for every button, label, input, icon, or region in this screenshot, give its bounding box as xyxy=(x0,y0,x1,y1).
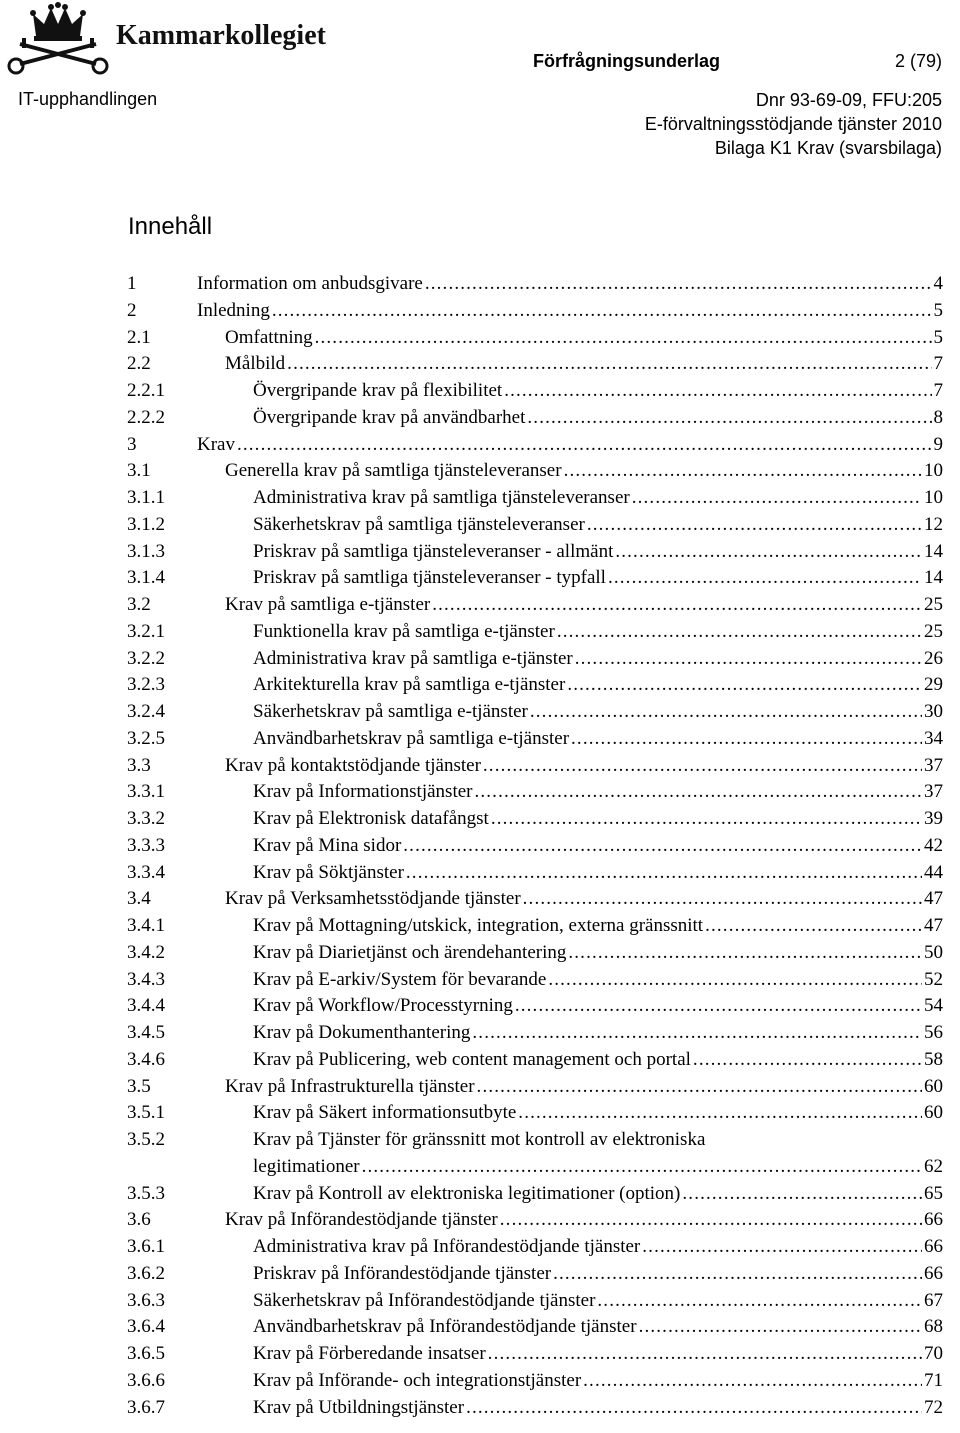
toc-entry-title: Krav på Dokumenthantering xyxy=(253,1022,471,1043)
toc-entry-page: 52 xyxy=(924,968,943,990)
toc-entry-page: 25 xyxy=(924,620,943,642)
toc-entry-title: Krav på Säkert informationsutbyte xyxy=(253,1102,517,1124)
toc-dot-leader xyxy=(568,940,922,967)
toc-entry-title: Omfattning xyxy=(225,326,313,348)
toc-entry-number: 3.3.2 xyxy=(127,808,165,829)
toc-entry[interactable] xyxy=(127,378,943,405)
toc-entry-page: 14 xyxy=(924,567,943,589)
toc-entry-title: Priskrav på samtliga tjänsteleveranser - allmänt xyxy=(253,540,614,562)
attachment-name: Bilaga K1 Krav (svarsbilaga) xyxy=(714,138,942,158)
toc-entry-number: 3.3.1 xyxy=(127,781,165,803)
toc-entry[interactable] xyxy=(127,1288,943,1315)
toc-entry-page: 30 xyxy=(924,701,943,722)
toc-entry-number: 2.1 xyxy=(127,326,151,348)
toc-entry-title: Administrativa krav på Införandestödjande tjänster xyxy=(253,1236,641,1257)
toc-entry-title: Priskrav på Införandestödjande tjänster xyxy=(253,1262,552,1284)
toc-dot-leader xyxy=(639,1314,922,1341)
toc-entry[interactable] xyxy=(127,1368,943,1395)
toc-entry-page: 29 xyxy=(924,674,943,696)
toc-entry-title: Krav på Verksamhetsstödjande tjänster xyxy=(225,888,521,910)
toc-entry-number: 2 xyxy=(127,299,137,321)
toc-entry-number: 3.3.3 xyxy=(127,834,165,856)
toc-entry-number: 3.6.2 xyxy=(127,1262,165,1284)
toc-entry-number: 3.6.1 xyxy=(127,1236,165,1257)
toc-dot-leader xyxy=(518,1100,922,1127)
toc-entry-title: Krav på Utbildningstjänster xyxy=(253,1396,465,1418)
toc-entry-title: Övergripande krav på användbarhet xyxy=(253,406,526,428)
toc-entry-title: Krav på Söktjänster xyxy=(253,861,404,883)
toc-dot-leader xyxy=(548,967,922,994)
toc-entry-page: 47 xyxy=(924,915,943,936)
toc-entry-number: 3.4.3 xyxy=(127,968,165,990)
toc-entry-page: 50 xyxy=(924,941,943,963)
toc-entry-page: 5 xyxy=(933,299,943,321)
toc-entry-page: 10 xyxy=(924,487,943,508)
toc-entry-page: 47 xyxy=(924,888,943,910)
toc-entry-title: Målbild xyxy=(225,353,286,375)
toc-dot-leader xyxy=(682,1181,922,1208)
toc-entry-title-continued: legitimationer xyxy=(253,1155,360,1177)
toc-entry[interactable] xyxy=(127,940,943,967)
toc-entry[interactable] xyxy=(127,351,943,378)
toc-entry[interactable] xyxy=(127,753,943,780)
toc-entry-page: 58 xyxy=(924,1048,943,1070)
toc-entry[interactable] xyxy=(127,325,943,352)
document-title: Förfrågningsunderlag xyxy=(533,51,721,71)
toc-entry[interactable] xyxy=(127,1020,943,1047)
org-name: Kammarkollegiet xyxy=(116,20,326,51)
toc-dot-leader xyxy=(425,271,932,298)
toc-entry[interactable] xyxy=(127,1314,943,1341)
toc-dot-leader xyxy=(705,913,922,940)
toc-entry-page: 56 xyxy=(924,1022,943,1043)
toc-entry-page: 66 xyxy=(924,1236,943,1257)
toc-entry-number: 3.2.1 xyxy=(127,620,165,642)
toc-dot-leader xyxy=(553,1261,922,1288)
toc-entry[interactable] xyxy=(127,1100,943,1127)
toc-dot-leader xyxy=(564,458,922,485)
toc-entry-title: Priskrav på samtliga tjänsteleveranser - typfall xyxy=(253,567,606,589)
toc-dot-leader xyxy=(557,619,922,646)
toc-entry-title: Krav på kontaktstödjande tjänster xyxy=(225,754,481,776)
toc-entry-title: Användbarhetskrav på Införandestödjande tjänster xyxy=(253,1316,637,1338)
toc-entry-page: 14 xyxy=(924,540,943,562)
toc-entry-title: Krav på E-arkiv/System för bevarande xyxy=(253,968,547,990)
toc-entry-page: 60 xyxy=(924,1102,943,1124)
toc-entry[interactable] xyxy=(127,1181,943,1208)
toc-entry[interactable] xyxy=(127,619,943,646)
kammarkollegiet-logo xyxy=(6,2,326,78)
toc-dot-leader xyxy=(597,1288,922,1315)
toc-entry-page: 37 xyxy=(924,754,943,776)
toc-dot-leader xyxy=(362,1154,922,1181)
toc-entry-number: 3.6.7 xyxy=(127,1396,165,1418)
toc-entry-page: 8 xyxy=(933,406,943,428)
toc-entry-number: 3.6.4 xyxy=(127,1316,165,1338)
toc-dot-leader xyxy=(567,672,922,699)
toc-entry-page: 54 xyxy=(924,995,943,1017)
toc-dot-leader xyxy=(583,1368,922,1395)
toc-entry-title: Säkerhetskrav på Införandestödjande tjänster xyxy=(253,1289,596,1311)
toc-entry-title: Krav på Informationstjänster xyxy=(253,781,473,803)
toc-entry-number: 3.2.3 xyxy=(127,674,165,696)
toc-entry-title: Krav på Införandestödjande tjänster xyxy=(225,1209,498,1231)
toc-entry-number: 3.6 xyxy=(127,1209,151,1231)
toc-dot-leader xyxy=(466,1395,922,1422)
toc-entry[interactable] xyxy=(127,1234,943,1261)
toc-entry-title: Säkerhetskrav på samtliga tjänsteleveranser xyxy=(253,513,585,535)
toc-entry-page: 70 xyxy=(924,1343,943,1364)
toc-dot-leader xyxy=(615,539,922,566)
toc-entry-title: Övergripande krav på flexibilitet xyxy=(253,380,503,401)
toc-entry-number: 3 xyxy=(127,433,137,455)
toc-dot-leader xyxy=(488,1341,922,1368)
toc-entry-number: 2.2.1 xyxy=(127,380,165,401)
toc-entry[interactable] xyxy=(127,833,943,860)
toc-entry-number: 3.5.3 xyxy=(127,1182,165,1204)
table-of-contents xyxy=(127,271,943,1421)
toc-entry-page: 66 xyxy=(924,1262,943,1284)
toc-entry-number: 3.4 xyxy=(127,888,151,910)
toc-entry-page: 7 xyxy=(933,380,943,401)
toc-entry-page: 60 xyxy=(924,1075,943,1097)
toc-dot-leader xyxy=(477,1074,922,1101)
toc-entry[interactable] xyxy=(127,1127,943,1181)
toc-dot-leader xyxy=(642,1234,922,1261)
toc-entry-page: 71 xyxy=(924,1369,943,1391)
toc-dot-leader xyxy=(632,485,922,512)
toc-entry[interactable] xyxy=(127,405,943,432)
toc-dot-leader xyxy=(432,592,922,619)
toc-entry-page: 4 xyxy=(933,273,943,294)
toc-entry[interactable] xyxy=(127,646,943,673)
toc-dot-leader xyxy=(287,351,931,378)
toc-entry-number: 3.6.6 xyxy=(127,1369,165,1391)
toc-dot-leader xyxy=(693,1047,922,1074)
toc-dot-leader xyxy=(523,886,922,913)
toc-entry-page: 7 xyxy=(933,353,943,375)
toc-dot-leader xyxy=(575,646,922,673)
toc-entry-page: 42 xyxy=(924,834,943,856)
toc-dot-leader xyxy=(515,993,922,1020)
toc-entry[interactable] xyxy=(127,298,943,325)
toc-entry-page: 5 xyxy=(933,326,943,348)
toc-entry[interactable] xyxy=(127,1395,943,1422)
toc-entry-number: 3.4.4 xyxy=(127,995,165,1017)
toc-entry-title: Krav på Införande- och integrationstjänster xyxy=(253,1369,582,1391)
toc-entry-number: 3.1.4 xyxy=(127,567,165,589)
toc-entry-page: 65 xyxy=(924,1182,943,1204)
toc-entry-number: 3.3.4 xyxy=(127,861,165,883)
toc-entry[interactable] xyxy=(127,967,943,994)
toc-entry-title: Krav på Mina sidor xyxy=(253,834,402,856)
toc-entry-title: Krav på Förberedande insatser xyxy=(253,1343,486,1364)
toc-dot-leader xyxy=(483,753,922,780)
toc-entry-number: 2.2.2 xyxy=(127,406,165,428)
toc-entry-number: 3.1 xyxy=(127,460,151,482)
contents-heading: Innehåll xyxy=(128,213,213,240)
toc-entry-title: Generella krav på samtliga tjänsteleveranser xyxy=(225,460,562,482)
toc-entry[interactable] xyxy=(127,1341,943,1368)
toc-entry[interactable] xyxy=(127,1047,943,1074)
toc-entry[interactable] xyxy=(127,726,943,753)
toc-entry-number: 3.6.3 xyxy=(127,1289,165,1311)
toc-entry-number: 3.4.6 xyxy=(127,1048,165,1070)
toc-entry-title: Krav på Kontroll av elektroniska legitimationer (option) xyxy=(253,1182,681,1204)
crown-keys-emblem-icon xyxy=(6,2,110,78)
toc-entry[interactable] xyxy=(127,512,943,539)
toc-entry[interactable] xyxy=(127,539,943,566)
toc-entry-page: 25 xyxy=(924,594,943,615)
toc-entry[interactable] xyxy=(127,806,943,833)
toc-entry-number: 3.5 xyxy=(127,1075,151,1097)
toc-entry-title: Krav på Publicering, web content management och portal xyxy=(253,1048,691,1070)
toc-dot-leader xyxy=(403,833,922,860)
toc-entry[interactable] xyxy=(127,860,943,887)
toc-entry-page: 37 xyxy=(924,781,943,803)
toc-entry-number: 3.2.5 xyxy=(127,727,165,749)
page-indicator: 2 (79) xyxy=(894,51,942,71)
toc-entry-title: Krav på Diarietjänst och ärendehantering xyxy=(253,941,567,963)
toc-entry-page: 66 xyxy=(924,1209,943,1231)
toc-entry-page: 72 xyxy=(924,1396,943,1418)
toc-entry-number: 1 xyxy=(127,273,137,294)
toc-entry-title: Arkitekturella krav på samtliga e-tjänster xyxy=(253,674,566,696)
toc-entry-page: 44 xyxy=(924,861,943,883)
toc-entry[interactable] xyxy=(127,432,943,459)
toc-dot-leader xyxy=(500,1207,922,1234)
toc-entry[interactable] xyxy=(127,699,943,726)
toc-entry-number: 3.6.5 xyxy=(127,1343,165,1364)
toc-entry[interactable] xyxy=(127,779,943,806)
toc-entry-page: 39 xyxy=(924,808,943,829)
toc-dot-leader xyxy=(272,298,932,325)
toc-entry-title: Säkerhetskrav på samtliga e-tjänster xyxy=(253,701,528,722)
toc-entry[interactable] xyxy=(127,886,943,913)
toc-entry-number: 3.1.1 xyxy=(127,487,165,508)
toc-entry-title: Administrativa krav på samtliga e-tjänster xyxy=(253,647,573,669)
toc-dot-leader xyxy=(530,699,922,726)
toc-entry[interactable] xyxy=(127,672,943,699)
toc-entry-page: 12 xyxy=(924,513,943,535)
toc-entry-number: 2.2 xyxy=(127,353,151,375)
toc-dot-leader xyxy=(571,726,922,753)
toc-entry-title: Krav på samtliga e-tjänster xyxy=(225,594,431,615)
toc-entry-number: 3.2 xyxy=(127,594,151,615)
project-name: E-förvaltningsstödjande tjänster 2010 xyxy=(644,114,942,134)
toc-entry-number: 3.5.1 xyxy=(127,1102,165,1124)
reference-number: Dnr 93-69-09, FFU:205 xyxy=(755,90,942,110)
toc-entry-number: 3.4.1 xyxy=(127,915,165,936)
toc-entry-title: Krav xyxy=(197,433,235,455)
toc-entry-title: Funktionella krav på samtliga e-tjänster xyxy=(253,620,555,642)
toc-dot-leader xyxy=(315,325,932,352)
toc-entry-number: 3.3 xyxy=(127,754,151,776)
toc-entry-title: Inledning xyxy=(197,299,270,321)
toc-entry-title: Krav på Mottagning/utskick, integration, externa gränssnitt xyxy=(253,915,704,936)
toc-dot-leader xyxy=(474,779,922,806)
toc-entry[interactable] xyxy=(127,271,943,298)
toc-entry-title: Krav på Workflow/Processtyrning xyxy=(253,995,513,1017)
toc-entry-title: Krav på Infrastrukturella tjänster xyxy=(225,1075,475,1097)
toc-entry-page: 68 xyxy=(924,1316,943,1338)
toc-entry[interactable] xyxy=(127,592,943,619)
toc-entry-number: 3.2.2 xyxy=(127,647,165,669)
toc-dot-leader xyxy=(504,378,931,405)
toc-entry-page: 9 xyxy=(933,433,943,455)
toc-entry-number: 3.5.2 xyxy=(127,1129,165,1150)
toc-dot-leader xyxy=(491,806,922,833)
toc-entry[interactable] xyxy=(127,485,943,512)
toc-entry[interactable] xyxy=(127,1074,943,1101)
toc-dot-leader xyxy=(472,1020,922,1047)
toc-entry-title: Information om anbudsgivare xyxy=(197,273,423,294)
toc-entry-title: Krav på Tjänster för gränssnitt mot kontroll av elektroniska xyxy=(253,1129,706,1150)
toc-entry-page: 10 xyxy=(924,460,943,482)
toc-entry-page: 62 xyxy=(924,1155,943,1177)
toc-entry-number: 3.4.2 xyxy=(127,941,165,963)
toc-dot-leader xyxy=(608,565,922,592)
toc-entry-number: 3.2.4 xyxy=(127,701,165,722)
toc-dot-leader xyxy=(237,432,932,459)
toc-entry-number: 3.1.2 xyxy=(127,513,165,535)
toc-entry[interactable] xyxy=(127,565,943,592)
toc-entry-title: Användbarhetskrav på samtliga e-tjänster xyxy=(253,727,570,749)
toc-entry[interactable] xyxy=(127,993,943,1020)
toc-entry-title: Administrativa krav på samtliga tjänsteleveranser xyxy=(253,487,630,508)
toc-entry[interactable] xyxy=(127,913,943,940)
toc-entry[interactable] xyxy=(127,1261,943,1288)
toc-dot-leader xyxy=(527,405,931,432)
toc-entry-page: 26 xyxy=(924,647,943,669)
toc-entry-page: 34 xyxy=(924,727,943,749)
toc-entry-title: Krav på Elektronisk datafångst xyxy=(253,808,489,829)
toc-dot-leader xyxy=(587,512,922,539)
toc-entry-page: 67 xyxy=(924,1289,943,1311)
toc-entry[interactable] xyxy=(127,458,943,485)
toc-entry[interactable] xyxy=(127,1207,943,1234)
procurement-name: IT-upphandlingen xyxy=(18,89,158,109)
toc-entry-number: 3.1.3 xyxy=(127,540,165,562)
toc-dot-leader xyxy=(406,860,922,887)
toc-entry-number: 3.4.5 xyxy=(127,1022,165,1043)
